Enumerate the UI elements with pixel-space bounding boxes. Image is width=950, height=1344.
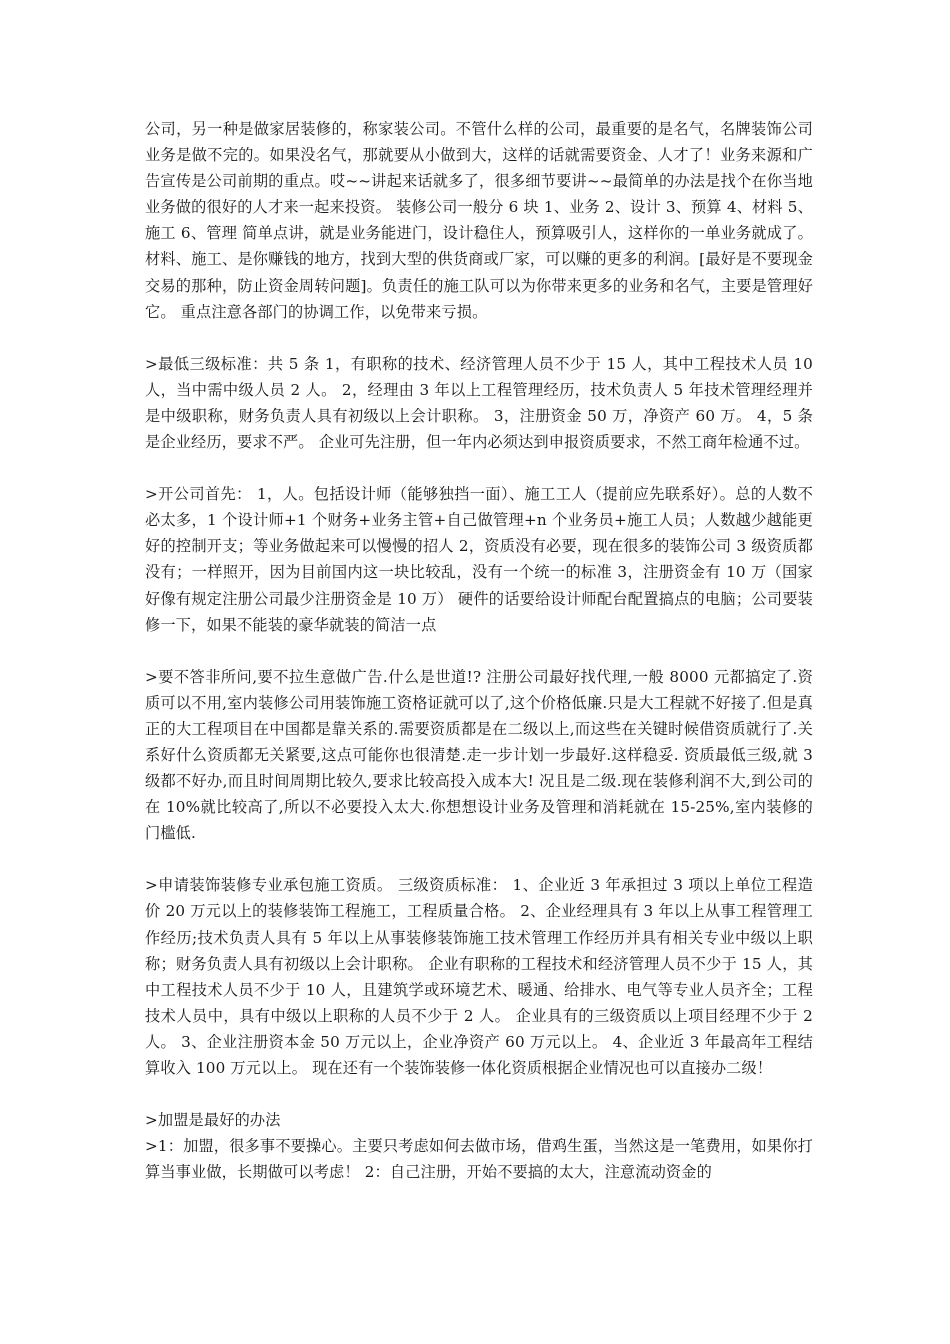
paragraph-franchise-heading: >加盟是最好的办法 [145, 1111, 281, 1130]
paragraph-starting-company: >开公司首先： 1，人。包括设计师（能够独挡一面）、施工工人（提前应先联系好）。总的人数不必太多，1 个设计师+1 个财务+业务主管+自己做管理+n 个业务员+施工人员；人数越少越能更好的控制开支；等业务做起来可以慢慢的招人 2，资质没有必要，现在很多的装饰公司 3 级资质都没有；一样照开，因为目前国内这一块比较乱，没有一个统一的标准 3，注册资金有 10 万（国家好像有规定注册公司最少注册资金是 10 万） 硬件的话要给设计师配台配置搞点的电脑；公司要装修一下，如果不能装的豪华就装的简洁一点 [145, 485, 813, 634]
paragraph-registration-agent: >要不答非所问,要不拉生意做广告.什么是世道!? 注册公司最好找代理,一般 8000 元都搞定了.资质可以不用,室内装修公司用装饰施工资格证就可以了,这个价格低廉.只是大工程就不好接了.但是真正的大工程项目在中国都是靠关系的.需要资质都是在二级以上,而这些在关键时候借资质就行了.关系好什么资质都无关紧要,这点可能你也很清楚.走一步计划一步最好.这样稳妥. 资质最低三级,就 3 级都不好办,而且时间周期比较久,要求比较高投入成本大! 况且是二级.现在装修利润不大,到公司的在 10%就比较高了,所以不必要投入太大.你想想设计业务及管理和消耗就在 15-25%,室内装修的门槛低. [145, 667, 813, 843]
document-page [145, 116, 813, 1211]
paragraph-company-types: 公司，另一种是做家居装修的，称家装公司。不管什么样的公司，最重要的是名气，名牌装饰公司业务是做不完的。如果没名气，那就要从小做到大，这样的话就需要资金、人才了！业务来源和广告宣传是公司前期的重点。哎~~讲起来话就多了，很多细节要讲~~最简单的办法是找个在你当地业务做的很好的人才来一起来投资。 装修公司一般分 6 块 1、业务 2、设计 3、预算 4、材料 5、施工 6、管理 简单点讲，就是业务能进门，设计稳住人，预算吸引人，这样你的一单业务就成了。材料、施工、是你赚钱的地方，找到大型的供货商或厂家，可以赚的更多的利润。[最好是不要现金交易的那种，防止资金周转问题]。负责任的施工队可以为你带来更多的业务和名气，主要是管理好它。 重点注意各部门的协调工作，以免带来亏损。 [145, 120, 813, 321]
paragraph-franchise-details: >1：加盟，很多事不要操心。主要只考虑如何去做市场，借鸡生蛋，当然这是一笔费用，如果你打算当事业做，长期做可以考虑！ 2：自己注册，开始不要搞的太大，注意流动资金的 [145, 1137, 813, 1182]
paragraph-qualification-application: >申请装饰装修专业承包施工资质。 三级资质标准： 1、企业近 3 年承担过 3 项以上单位工程造价 20 万元以上的装修装饰工程施工，工程质量合格。 2、企业经理具有 3 年以上从事工程管理工作经历;技术负责人具有 5 年以上从事装修装饰施工技术管理工作经历并具有相关专业中级以上职称；财务负责人具有初级以上会计职称。 企业有职称的工程技术和经济管理人员不少于 15 人，其中工程技术人员不少于 10 人，且建筑学或环境艺术、暖通、给排水、电气等专业人员齐全；工程技术人员中，具有中级以上职称的人员不少于 2 人。 企业具有的三级资质以上项目经理不少于 2 人。 3、企业注册资本金 50 万元以上，企业净资产 60 万元以上。 4、企业近 3 年最高年工程结算收入 100 万元以上。 现在还有一个装饰装修一体化资质根据企业情况也可以直接办二级！ [145, 876, 813, 1077]
paragraph-minimum-grade-three-standard: >最低三级标准：共 5 条 1，有职称的技术、经济管理人员不少于 15 人，其中工程技术人员 10 人，当中需中级人员 2 人。 2，经理由 3 年以上工程管理经历，技术负责人 5 年技术管理经理并是中级职称，财务负责人具有初级以上会计职称。 3，注册资金 50 万，净资产 60 万。 4，5 条是企业经历，要求不严。 企业可先注册，但一年内必须达到申报资质要求，不然工商年检通不过。 [145, 354, 813, 452]
